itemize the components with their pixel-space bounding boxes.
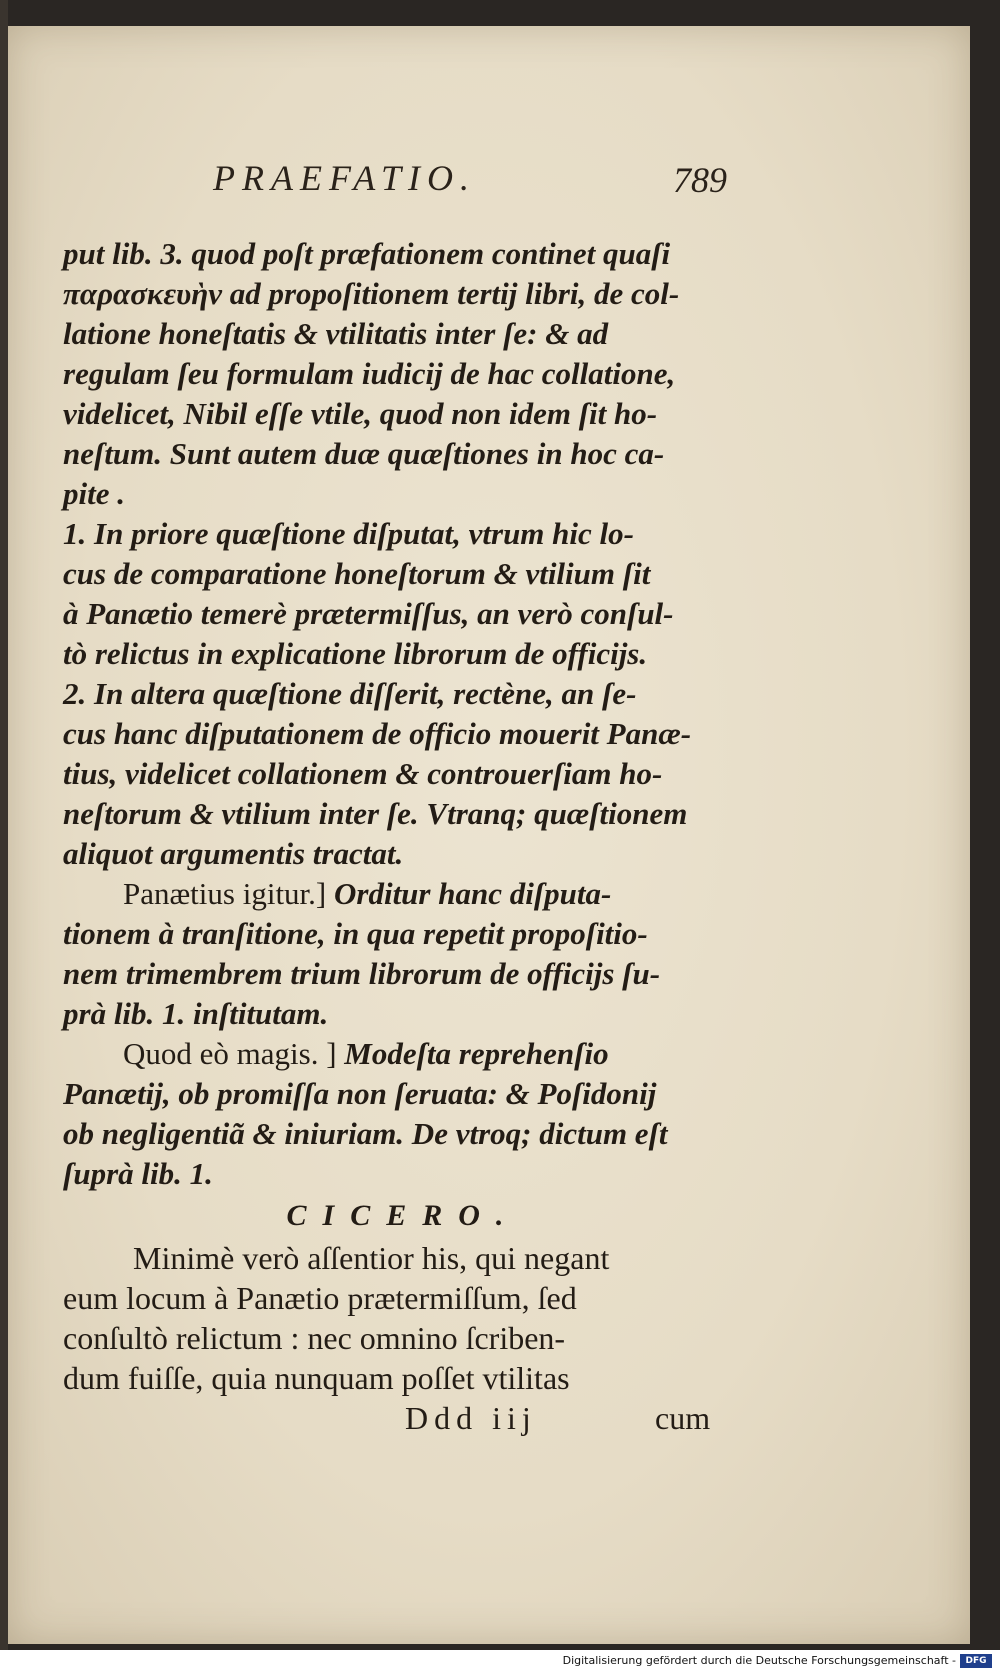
body-line: neſtum. Sunt autem duæ quæſtiones in hoc ca-: [63, 436, 665, 471]
cicero-line: dum fuiſſe, quia nunquam poſſet vtilitas: [63, 1360, 570, 1396]
lemma-line: [63, 874, 743, 914]
lemma-text: Panætius igitur.]: [123, 876, 327, 911]
lemma-line: [63, 1034, 743, 1074]
commentary-line: Panætij, ob promiſſa non ſeruata: & Poſidonij: [63, 1076, 657, 1111]
commentary-line: ob negligentiã & iniuriam. De vtroq; dictum eſt: [63, 1116, 668, 1151]
body-line: pite .: [63, 476, 125, 511]
body-line: latione honeſtatis & vtilitatis inter ſe: & ad: [63, 316, 609, 351]
book-page: [8, 26, 970, 1644]
lemma-text: Quod eò magis. ]: [123, 1036, 337, 1071]
text-block: [63, 234, 743, 1438]
cicero-line: eum locum à Panætio prætermiſſum, ſed: [63, 1280, 577, 1316]
body-line: neſtorum & vtilium inter ſe. Vtranq; quæſtionem: [63, 796, 688, 831]
catchline: [63, 1398, 743, 1438]
dfg-logo: DFG: [960, 1654, 992, 1668]
commentary-line: nem trimembrem trium librorum de officijs ſu-: [63, 956, 661, 991]
body-line: παρασκευὴν ad propoſitionem tertij libri, de col-: [63, 276, 680, 311]
digitization-footer: [0, 1650, 1000, 1673]
commentary-text: Orditur hanc diſputa-: [334, 876, 612, 911]
body-line: 2. In altera quæſtione diſſerit, rectène, an ſe-: [63, 676, 637, 711]
commentary-line: tionem à tranſitione, in qua repetit propoſitio-: [63, 916, 648, 951]
footer-credit: Digitalisierung gefördert durch die Deutsche Forschungsgemeinschaft -: [562, 1654, 956, 1667]
running-head: PRAEFATIO.: [213, 158, 476, 198]
body-line: put lib. 3. quod poſt præfationem continet quaſi: [63, 236, 671, 271]
catchword: cum: [655, 1400, 711, 1436]
cicero-line: Minimè verò aſſentior his, qui negant: [133, 1240, 610, 1276]
page-header: [8, 157, 970, 207]
body-line: cus hanc diſputationem de officio mouerit Panæ-: [63, 716, 692, 751]
body-line: videlicet, Nibil eſſe vtile, quod non idem ſit ho-: [63, 396, 658, 431]
cicero-line: conſultò relictum : nec omnino ſcriben-: [63, 1320, 566, 1356]
body-line: regulam ſeu formulam iudicij de hac collatione,: [63, 356, 676, 391]
book-edge: [0, 0, 8, 1650]
commentary-line: ſuprà lib. 1.: [63, 1156, 213, 1191]
body-line: tò relictus in explicatione librorum de officijs.: [63, 636, 648, 671]
signature-mark: Ddd iij: [405, 1400, 537, 1436]
body-line: 1. In priore quæſtione diſputat, vtrum hic lo-: [63, 516, 634, 551]
body-line: tius, videlicet collationem & controuerſiam ho-: [63, 756, 663, 791]
page-number: 789: [673, 160, 727, 200]
body-line: cus de comparatione honeſtorum & vtilium ſit: [63, 556, 651, 591]
commentary-text: Modeſta reprehenſio: [344, 1036, 609, 1071]
commentary-line: prà lib. 1. inſtitutam.: [63, 996, 329, 1031]
body-line: aliquot argumentis tractat.: [63, 836, 404, 871]
body-line: à Panætio temerè prætermiſſus, an verò conſul-: [63, 596, 674, 631]
section-heading: CICERO.: [286, 1199, 520, 1232]
